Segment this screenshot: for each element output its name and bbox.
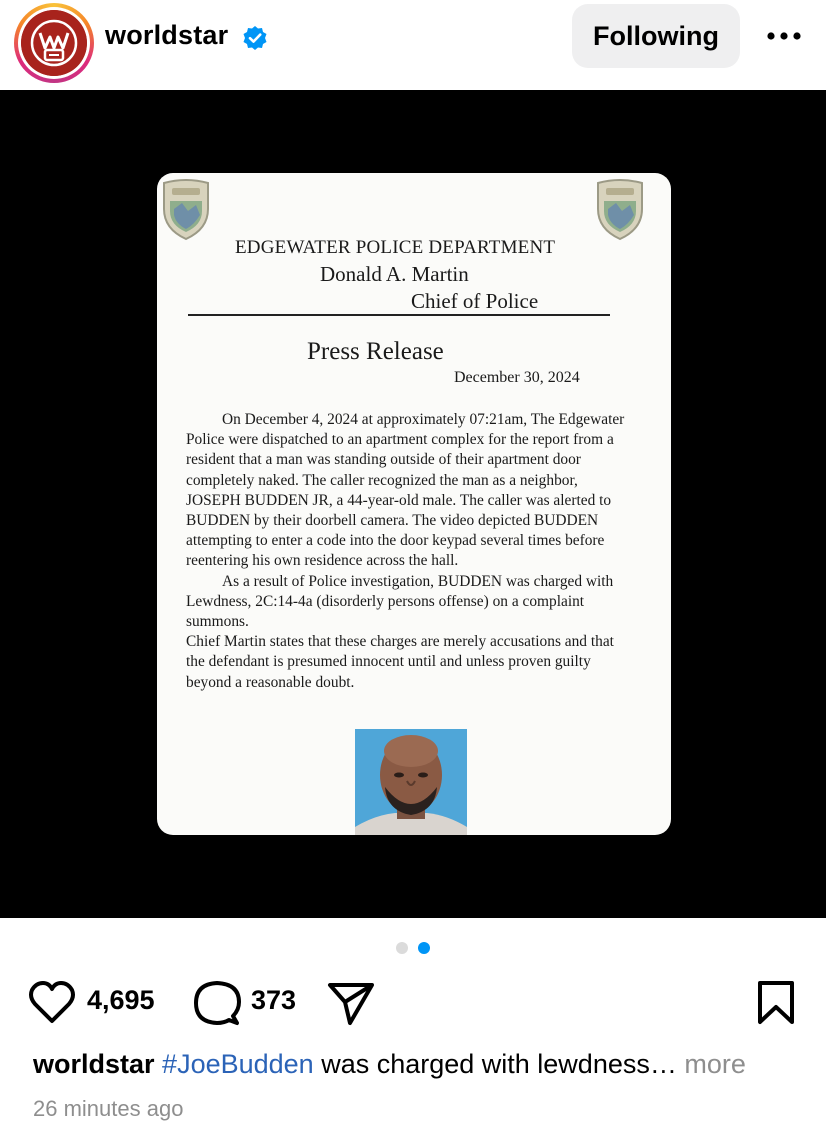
caption-username[interactable]: worldstar bbox=[33, 1049, 155, 1079]
carousel-dot-active bbox=[418, 942, 430, 954]
post-timestamp: 26 minutes ago bbox=[33, 1096, 184, 1121]
comment-count[interactable]: 373 bbox=[251, 985, 297, 1015]
comment-icon bbox=[193, 980, 241, 1026]
verified-badge-icon bbox=[242, 25, 268, 51]
press-release-title: Press Release bbox=[307, 338, 444, 365]
caption-more-link[interactable]: more bbox=[676, 1049, 746, 1079]
police-badge-icon bbox=[594, 179, 646, 241]
heart-icon bbox=[28, 980, 76, 1024]
press-release-body bbox=[186, 410, 634, 693]
send-icon bbox=[327, 980, 375, 1026]
body-paragraph: On December 4, 2024 at approximately 07:21am, The Edgewater Police were dispatched to an apartment complex for the report from a resident that a man was standing outside of their apartment door completely naked. The caller recognized the man as a neighbor, JOSEPH BUDDEN JR, a 44-year-old male. The caller was alerted to BUDDEN by their doorbell camera. The video depicted BUDDEN attempting to enter a code into the door keypad several times before reentering his own residence across the hall. bbox=[186, 411, 625, 570]
username[interactable]: worldstar bbox=[105, 20, 229, 50]
caption-text: was charged with lewdness… bbox=[313, 1049, 677, 1079]
police-badge-icon bbox=[160, 179, 212, 241]
share-button[interactable] bbox=[327, 980, 375, 1029]
body-paragraph: Chief Martin states that these charges are merely accusations and that the defendant is presumed innocent until and unless proven guilty beyond a reasonable doubt. bbox=[186, 633, 614, 691]
department-heading: EDGEWATER POLICE DEPARTMENT bbox=[235, 237, 556, 258]
press-release-document bbox=[157, 173, 671, 835]
chief-name: Donald A. Martin bbox=[320, 262, 469, 286]
mugshot-photo bbox=[355, 729, 467, 835]
more-dots-icon bbox=[756, 16, 816, 56]
save-button[interactable] bbox=[756, 980, 796, 1029]
more-options-button[interactable] bbox=[756, 16, 816, 56]
post-caption bbox=[33, 1049, 813, 1080]
avatar[interactable] bbox=[21, 10, 87, 76]
header-rule bbox=[188, 314, 610, 316]
chief-title: Chief of Police bbox=[411, 289, 539, 313]
story-ring[interactable] bbox=[14, 3, 94, 83]
body-paragraph: As a result of Police investigation, BUDDEN was charged with Lewdness, 2C:14-4a (disorderly persons offense) on a complaint summons. bbox=[186, 572, 614, 631]
post-media[interactable] bbox=[0, 90, 826, 918]
like-button[interactable] bbox=[28, 980, 76, 1027]
carousel-dot bbox=[396, 942, 408, 954]
bookmark-icon bbox=[756, 980, 796, 1026]
comment-button[interactable] bbox=[193, 980, 241, 1029]
caption-hashtag[interactable]: #JoeBudden bbox=[162, 1049, 314, 1079]
like-count[interactable]: 4,695 bbox=[87, 985, 155, 1015]
post-header bbox=[0, 0, 826, 90]
press-release-date: December 30, 2024 bbox=[454, 369, 580, 386]
following-button[interactable]: Following bbox=[572, 4, 740, 68]
